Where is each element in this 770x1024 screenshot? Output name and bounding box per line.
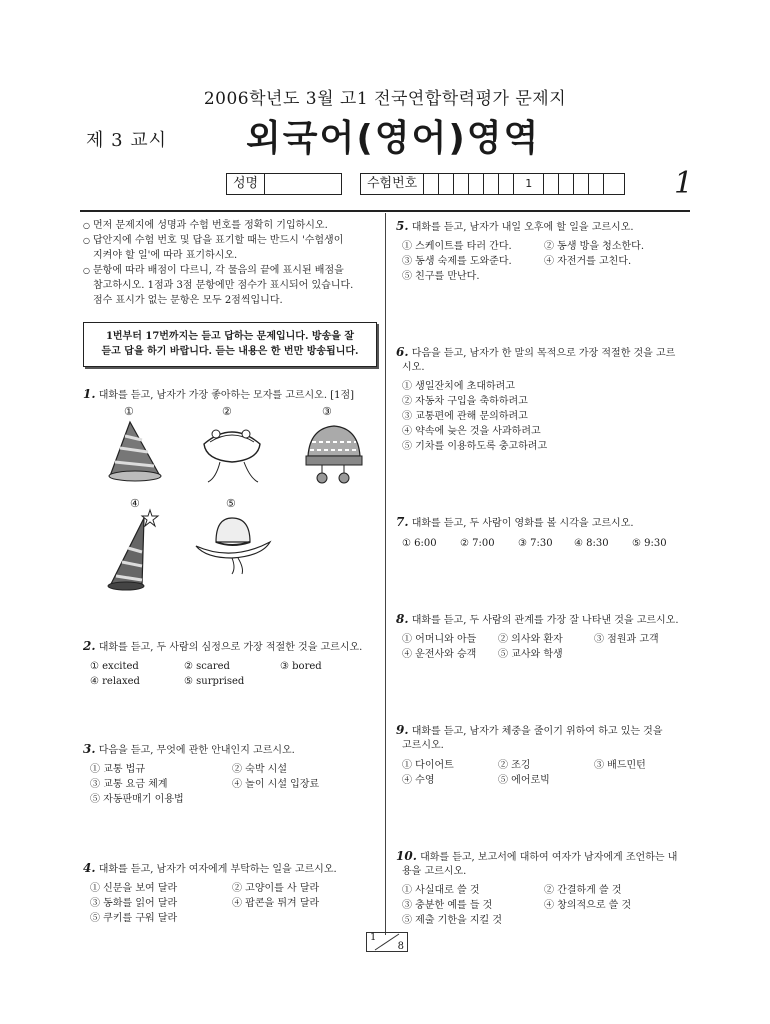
exam-number-cell [424, 174, 439, 194]
answer-option: ② 7:00 [460, 538, 495, 549]
cowboy-hat-image [192, 512, 274, 578]
answer-option: ② 의사와 환자 [498, 634, 563, 645]
exam-number-cell [589, 174, 604, 194]
question-text: 대화를 듣고, 남자가 가장 좋아하는 모자를 고르시오. [1점] [98, 390, 355, 401]
answer-option: ④ 수영 [402, 775, 435, 786]
question-text: 대화를 듣고, 남자가 여자에게 부탁하는 일을 고르시오. [98, 864, 337, 875]
answer-option: ④ relaxed [90, 676, 140, 687]
answer-option: ④ 창의적으로 쓸 것 [544, 900, 632, 911]
instructions [83, 218, 383, 308]
exam-number-cell [439, 174, 454, 194]
answer-option: ① 스케이트를 타러 간다. [402, 241, 512, 252]
bonnet-hat-image [196, 420, 268, 488]
name-box [226, 173, 342, 195]
question-1 [83, 386, 354, 404]
exam-number-cell [499, 174, 514, 194]
question-2 [83, 638, 362, 656]
question-number: 5. [396, 219, 409, 233]
listening-notice [83, 322, 377, 367]
instruction-item: ○ 먼저 문제지에 성명과 수험 번호를 정확히 기입하시오. [83, 218, 383, 233]
answer-option: ② 숙박 시설 [232, 764, 287, 775]
answer-option: ① 교통 법규 [90, 764, 145, 775]
answer-option: ① 6:00 [402, 538, 437, 549]
exam-number-digit: 1 [514, 174, 544, 194]
exam-number-cell [604, 174, 619, 194]
question-6 [396, 344, 675, 362]
answer-option: ② 간결하게 쓸 것 [544, 885, 622, 896]
answer-option: ② 자동차 구입을 축하하려고 [402, 396, 528, 407]
question-text: 다음을 듣고, 남자가 한 말의 목적으로 가장 적절한 것을 고르 [411, 348, 676, 359]
question-text: 다음을 듣고, 무엇에 관한 안내인지 고르시오. [98, 745, 295, 756]
question-7 [396, 514, 634, 532]
answer-option: ⑤ 기차를 이용하도록 충고하려고 [402, 441, 548, 452]
answer-option: ④ 자전거를 고친다. [544, 256, 632, 267]
exam-number-label: 수험번호 [361, 174, 424, 194]
instruction-item: 지켜야 할 일'에 따라 표기하시오. [93, 250, 238, 261]
instruction-item: ○ 문항에 따라 배점이 다르니, 각 물음의 끝에 표시된 배점을 [83, 263, 383, 278]
instruction-item: 점수 표시가 없는 문항은 모두 2점씩입니다. [93, 295, 283, 306]
question-number: 6. [396, 345, 409, 359]
column-divider [385, 213, 386, 935]
instruction-item: 참고하시오. 1점과 3점 문항에만 점수가 표시되어 있습니다. [93, 280, 354, 291]
choice-label: ⑤ [226, 497, 236, 510]
answer-option: ② 고양이를 사 달라 [232, 883, 320, 894]
answer-option: ⑤ 제출 기한을 지킬 것 [402, 915, 502, 926]
exam-number-cell [484, 174, 499, 194]
answer-option: ⑤ 친구를 만난다. [402, 271, 480, 282]
instruction-item: ○ 답안지에 수험 번호 및 답을 표기할 때는 반드시 '수험생이 [83, 233, 383, 248]
question-text: 대화를 듣고, 두 사람의 심정으로 가장 적절한 것을 고르시오. [98, 642, 363, 653]
answer-option: ① 사실대로 쓸 것 [402, 885, 480, 896]
choice-label: ③ [322, 405, 332, 418]
answer-option: ⑤ surprised [184, 676, 245, 687]
question-text: 대화를 듣고, 남자가 체중을 줄이기 위하여 하고 있는 것을 [411, 726, 663, 737]
striped-cone-hat-image [100, 418, 170, 486]
name-label: 성명 [227, 174, 265, 194]
question-5 [396, 218, 634, 236]
answer-option: ② 조깅 [498, 760, 531, 771]
page-number: 1 [674, 166, 694, 201]
answer-option: ③ 동생 숙제를 도와준다. [402, 256, 512, 267]
answer-option: ③ 7:30 [518, 538, 553, 549]
exam-number-cell [574, 174, 589, 194]
answer-option: ③ 교통 요금 체계 [90, 779, 168, 790]
question-number: 7. [396, 515, 409, 529]
total-pages: 8 [397, 941, 404, 952]
question-number: 2. [83, 639, 96, 653]
question-text: 대화를 듣고, 두 사람의 관계를 가장 잘 나타낸 것을 고르시오. [411, 615, 679, 626]
exam-number-cell [469, 174, 484, 194]
choice-label: ④ [130, 497, 140, 510]
answer-option: ① excited [90, 661, 139, 672]
answer-option: ⑤ 9:30 [632, 538, 667, 549]
question-number: 1. [83, 387, 96, 401]
exam-number-cell [559, 174, 574, 194]
answer-option: ① 다이어트 [402, 760, 454, 771]
answer-option: ① 어머니와 아들 [402, 634, 477, 645]
question-8 [396, 611, 679, 629]
answer-option: ③ 교통편에 관해 문의하려고 [402, 411, 528, 422]
answer-option: ③ 충분한 예를 들 것 [402, 900, 493, 911]
answer-option: ⑤ 쿠키를 구워 달라 [90, 913, 178, 924]
question-number: 8. [396, 612, 409, 626]
question-number: 9. [396, 723, 409, 737]
notice-line: 1번부터 17번까지는 듣고 답하는 문제입니다. 방송을 잘 [105, 331, 355, 342]
exam-number-cell [544, 174, 559, 194]
exam-number-box [360, 173, 625, 195]
question-number: 3. [83, 742, 96, 756]
answer-option: ⑤ 교사와 학생 [498, 649, 563, 660]
question-number: 4. [83, 861, 96, 875]
answer-option: ④ 8:30 [574, 538, 609, 549]
question-3 [83, 741, 295, 759]
answer-option: ④ 놀이 시설 입장료 [232, 779, 320, 790]
answer-option: ④ 운전사와 승객 [402, 649, 477, 660]
question-number: 10. [396, 849, 417, 863]
wizard-hat-image [98, 508, 162, 594]
exam-title: 2006학년도 3월 고1 전국연합학력평가 문제지 [203, 89, 567, 109]
exam-number-cell [454, 174, 469, 194]
answer-option: ⑤ 자동판매기 이용법 [90, 794, 184, 805]
question-text: 대화를 듣고, 보고서에 대하여 여자가 남자에게 조언하는 내 [420, 852, 678, 863]
answer-option: ③ 동화를 읽어 달라 [90, 898, 178, 909]
exam-period: 제 3 교시 [86, 130, 168, 151]
page-indicator [366, 932, 408, 952]
answer-option: ① 생일잔치에 초대하려고 [402, 381, 515, 392]
answer-option: ③ bored [280, 661, 322, 672]
notice-line: 듣고 답을 하기 바랍니다. 듣는 내용은 한 번만 방송됩니다. [101, 346, 359, 357]
name-field [265, 174, 341, 194]
answer-option: ④ 팝콘을 튀겨 달라 [232, 898, 320, 909]
question-text: 대화를 듣고, 남자가 내일 오후에 할 일을 고르시오. [411, 222, 634, 233]
question-text-cont: 용을 고르시오. [402, 866, 467, 877]
question-4 [83, 860, 337, 878]
answer-option: ② scared [184, 661, 230, 672]
choice-label: ① [124, 405, 134, 418]
answer-option: ⑤ 에어로빅 [498, 775, 550, 786]
answer-option: ③ 점원과 고객 [594, 634, 659, 645]
answer-option: ① 신문을 보여 달라 [90, 883, 178, 894]
question-text: 대화를 듣고, 두 사람이 영화를 볼 시각을 고르시오. [411, 518, 634, 529]
current-page: 1 [370, 932, 377, 943]
question-text-cont: 시오. [402, 362, 425, 373]
question-text-cont: 고르시오. [402, 740, 444, 751]
knit-hat-image [300, 420, 368, 488]
choice-label: ② [222, 405, 232, 418]
subject-title: 외국어(영어)영역 [246, 118, 541, 159]
answer-option: ④ 약속에 늦은 것을 사과하려고 [402, 426, 541, 437]
header-rule [80, 210, 690, 212]
answer-option: ② 동생 방을 청소한다. [544, 241, 644, 252]
answer-option: ③ 배드민턴 [594, 760, 646, 771]
